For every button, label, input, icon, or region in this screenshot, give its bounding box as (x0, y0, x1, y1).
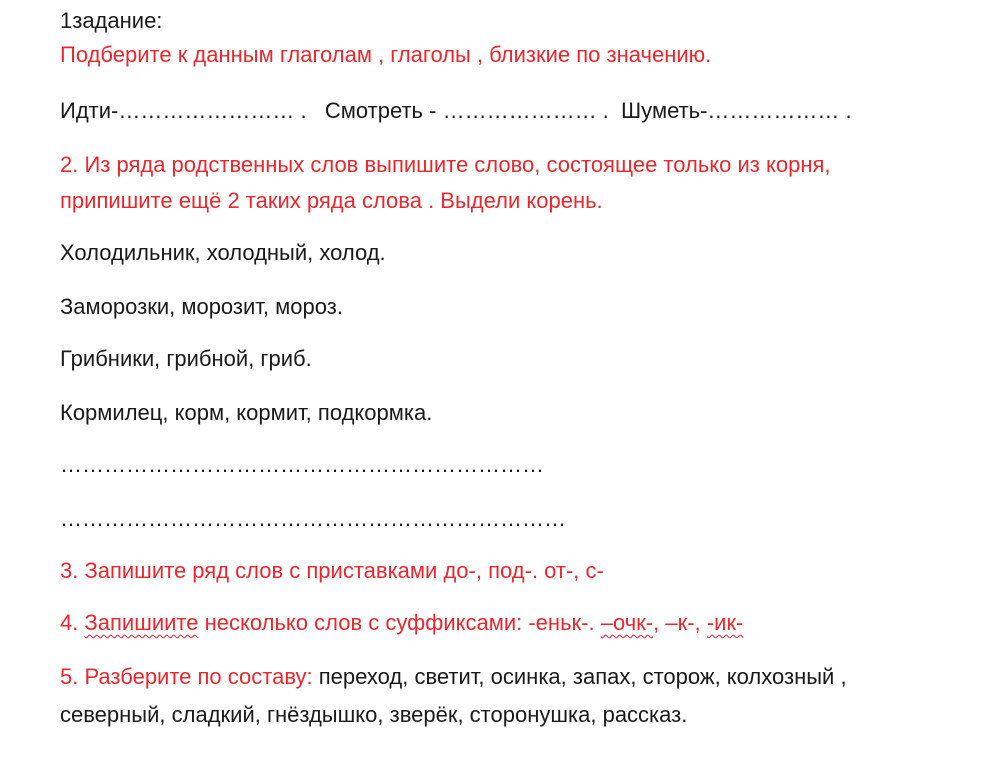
task4-sep-2: , (694, 610, 707, 635)
task5-words-2: северный, сладкий, гнёздышко, зверёк, сторонушка, рассказ. (60, 702, 688, 727)
task5-words-1: переход, светит, осинка, запах, сторож, колхозный , (312, 664, 847, 689)
task5-label: 5. Разберите по составу: (60, 664, 313, 689)
task5-line1 (60, 664, 847, 690)
task4-instruction (60, 610, 743, 636)
task4-suffix-k: –к- (665, 610, 695, 635)
task2-row-2: Заморозки, морозит, мороз. (60, 294, 343, 319)
task2-row-1: Холодильник, холодный, холод. (60, 240, 386, 265)
task2-instruction-line1: 2. Из ряда родственных слов выпишите слово, состоящее только из корня, (60, 152, 831, 177)
task2-row-3: Грибники, грибной, гриб. (60, 346, 312, 371)
task2-blank-line-1: ………………………………………………………… (60, 452, 544, 477)
task1-heading: 1задание: (60, 8, 163, 33)
task1-verbs-line: Идти-…………………… . Смотреть - ………………… . Шуметь-……………… . (60, 98, 852, 123)
task3-instruction: 3. Запишите ряд слов с приставками до-, под-. от-, с- (60, 558, 604, 583)
task4-sep-1: , (653, 610, 666, 635)
task4-suffix-ik: -ик- (706, 610, 744, 635)
task2-instruction-line2: припишите ещё 2 таких ряда слова . Выдели корень. (60, 188, 603, 213)
task2-blank-line-2: …………………………………………………………… (60, 506, 566, 531)
task4-prefix: 4. (60, 610, 85, 635)
task2-row-4: Кормилец, корм, кормит, подкормка. (60, 400, 433, 425)
task1-instruction: Подберите к данным глаголам , глаголы , близкие по значению. (60, 42, 712, 67)
task4-suffix-ochk: –очк- (600, 610, 654, 635)
task4-misspelled-word: Запишиите (84, 610, 199, 635)
task4-mid: несколько слов с суффиксами: -еньк-. (198, 610, 601, 635)
